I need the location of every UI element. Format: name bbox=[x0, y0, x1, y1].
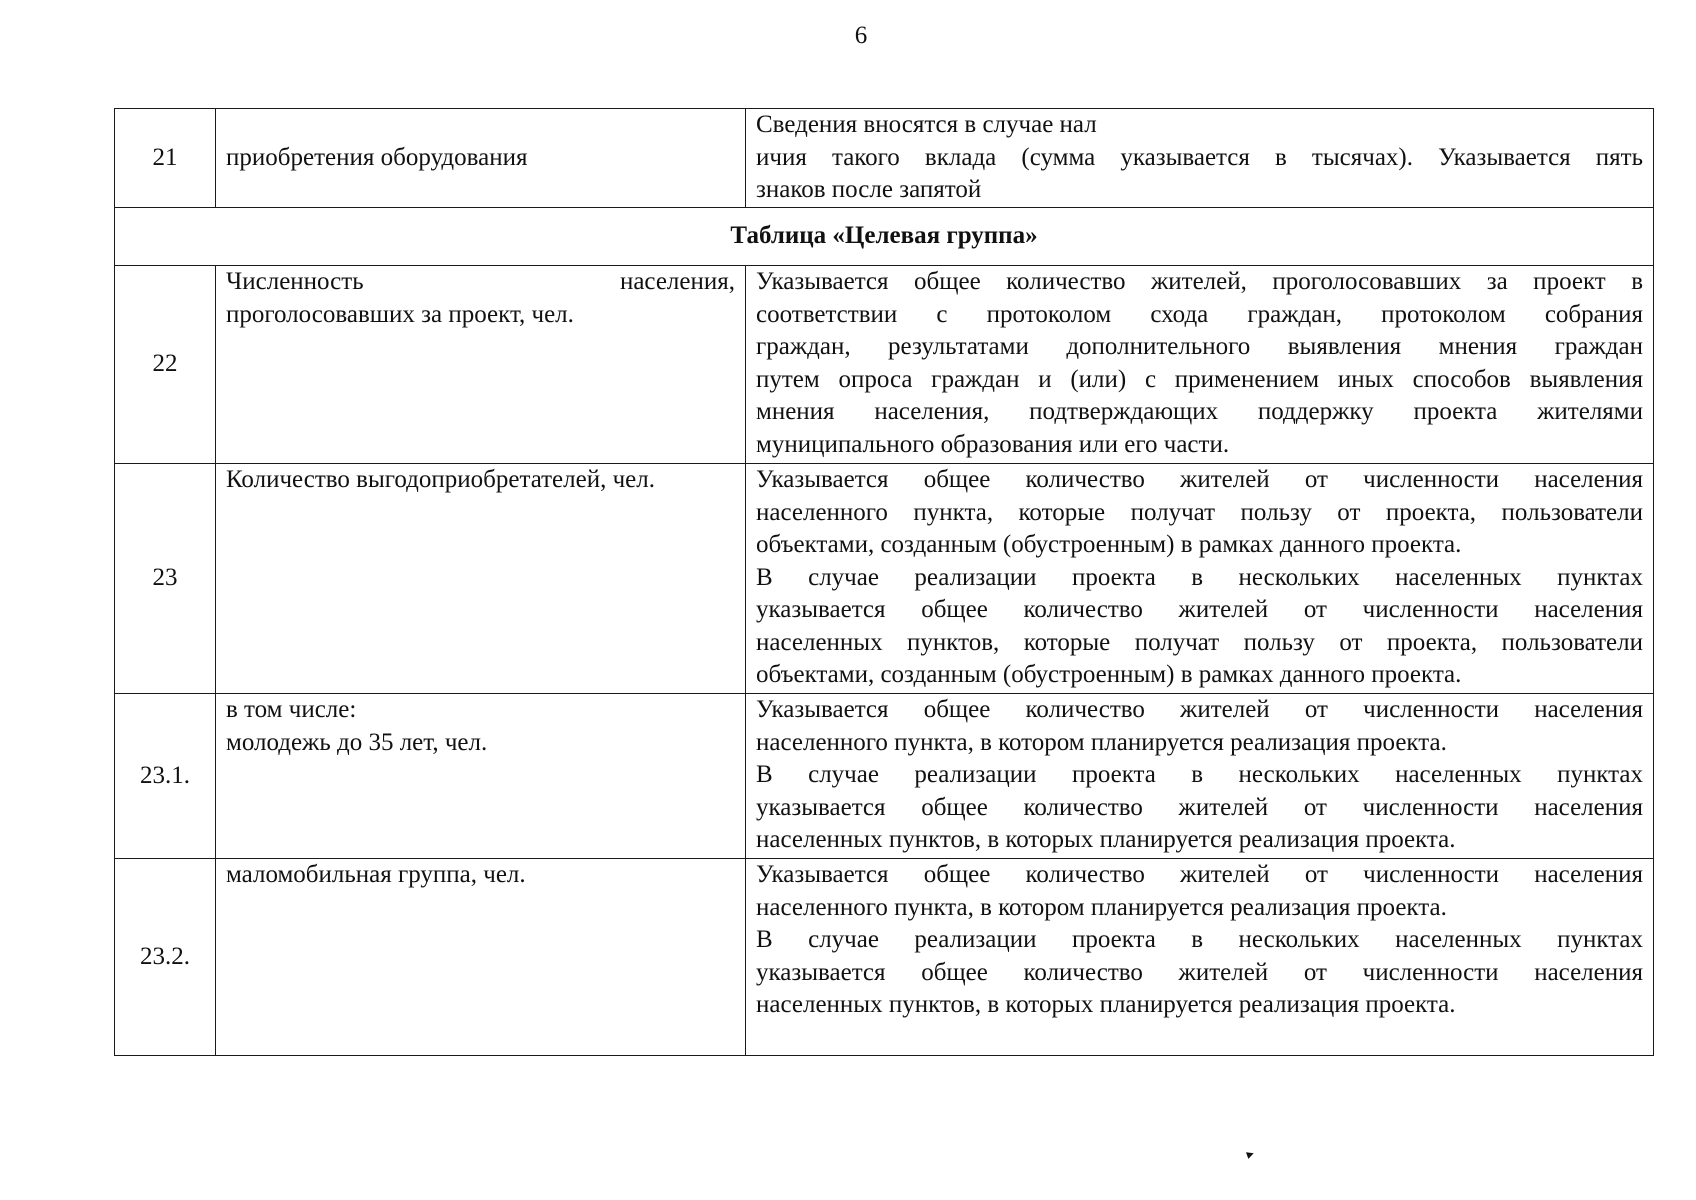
description-line: населенного пункта, которые получат пользу от проекта, пользователи bbox=[756, 498, 1643, 526]
row-description bbox=[746, 109, 1654, 208]
section-row bbox=[115, 208, 1654, 266]
description-line: указывается общее количество жителей от численности населения bbox=[756, 793, 1643, 821]
field-name-line: молодежь до 35 лет, чел. bbox=[226, 728, 488, 756]
description-line: указывается общее количество жителей от численности населения bbox=[756, 958, 1643, 986]
row-number: 22 bbox=[115, 266, 216, 464]
description-line: граждан, результатами дополнительного выявления мнения граждан bbox=[756, 333, 1643, 360]
description-line: В случае реализации проекта в нескольких населенных пунктах bbox=[756, 563, 1643, 591]
row-field-name bbox=[216, 266, 746, 464]
description-line: населенного пункта, в котором планируется реализация проекта. bbox=[756, 893, 1447, 921]
description-line: путем опроса граждан и (или) с применением иных способов выявления bbox=[756, 365, 1643, 393]
scan-mark-icon: ▸ bbox=[1244, 1146, 1257, 1163]
row-number: 23.1. bbox=[115, 694, 216, 859]
description-line: населенных пунктов, в которых планируется реализация проекта. bbox=[756, 991, 1456, 1018]
description-line: объектами, созданным (обустроенным) в рамках данного проекта. bbox=[756, 531, 1462, 558]
row-field-name bbox=[216, 694, 746, 859]
row-number: 21 bbox=[115, 109, 216, 208]
field-name-word: Численность bbox=[226, 268, 364, 295]
description-line: Указывается общее количество жителей, проголосовавших за проект в bbox=[756, 268, 1643, 295]
row-field-name: маломобильная группа, чел. bbox=[216, 859, 746, 1056]
description-line: ичия такого вклада (сумма указывается в тысячах). Указывается пять bbox=[756, 143, 1643, 171]
row-number: 23 bbox=[115, 464, 216, 694]
description-line: населенных пунктов, которые получат пользу от проекта, пользователи bbox=[756, 628, 1643, 656]
row-description bbox=[746, 266, 1654, 464]
description-line: муниципального образования или его части. bbox=[756, 430, 1230, 458]
row-number: 23.2. bbox=[115, 859, 216, 1056]
description-line: соответствии с протоколом схода граждан, протоколом собрания bbox=[756, 300, 1643, 328]
table-row-21 bbox=[115, 109, 1654, 208]
field-name-word: населения, bbox=[619, 268, 735, 295]
table-row-23-2 bbox=[115, 859, 1654, 1056]
section-title: Таблица «Целевая группа» bbox=[115, 208, 1654, 266]
row-description bbox=[746, 464, 1654, 694]
field-name-line: проголосовавших за проект, чел. bbox=[226, 300, 574, 328]
description-line: объектами, созданным (обустроенным) в рамках данного проекта. bbox=[756, 661, 1462, 688]
table-row-23 bbox=[115, 464, 1654, 694]
row-description bbox=[746, 694, 1654, 859]
description-line: знаков после запятой bbox=[756, 176, 982, 203]
table-row-22 bbox=[115, 266, 1654, 464]
description-line: указывается общее количество жителей от численности населения bbox=[756, 596, 1643, 623]
document-table bbox=[114, 108, 1654, 1056]
description-line: Указывается общее количество жителей от численности населения bbox=[756, 696, 1643, 723]
description-line: мнения населения, подтверждающих поддержку проекта жителями bbox=[756, 398, 1643, 425]
description-line: В случае реализации проекта в нескольких населенных пунктах bbox=[756, 926, 1643, 953]
field-name-line: в том числе: bbox=[226, 696, 357, 723]
description-line: Сведения вносятся в случае нал bbox=[756, 111, 1097, 138]
row-field-name: Количество выгодоприобретателей, чел. bbox=[216, 464, 746, 694]
row-description bbox=[746, 859, 1654, 1056]
description-line: В случае реализации проекта в нескольких населенных пунктах bbox=[756, 761, 1643, 788]
description-line: Указывается общее количество жителей от численности населения bbox=[756, 861, 1643, 888]
description-line: населенного пункта, в котором планируется реализация проекта. bbox=[756, 728, 1447, 756]
table-row-23-1 bbox=[115, 694, 1654, 859]
description-line: Указывается общее количество жителей от численности населения bbox=[756, 466, 1643, 493]
row-field-name: приобретения оборудования bbox=[216, 109, 746, 208]
description-line: населенных пунктов, в которых планируется реализация проекта. bbox=[756, 826, 1456, 853]
page-number: 6 bbox=[854, 22, 868, 49]
